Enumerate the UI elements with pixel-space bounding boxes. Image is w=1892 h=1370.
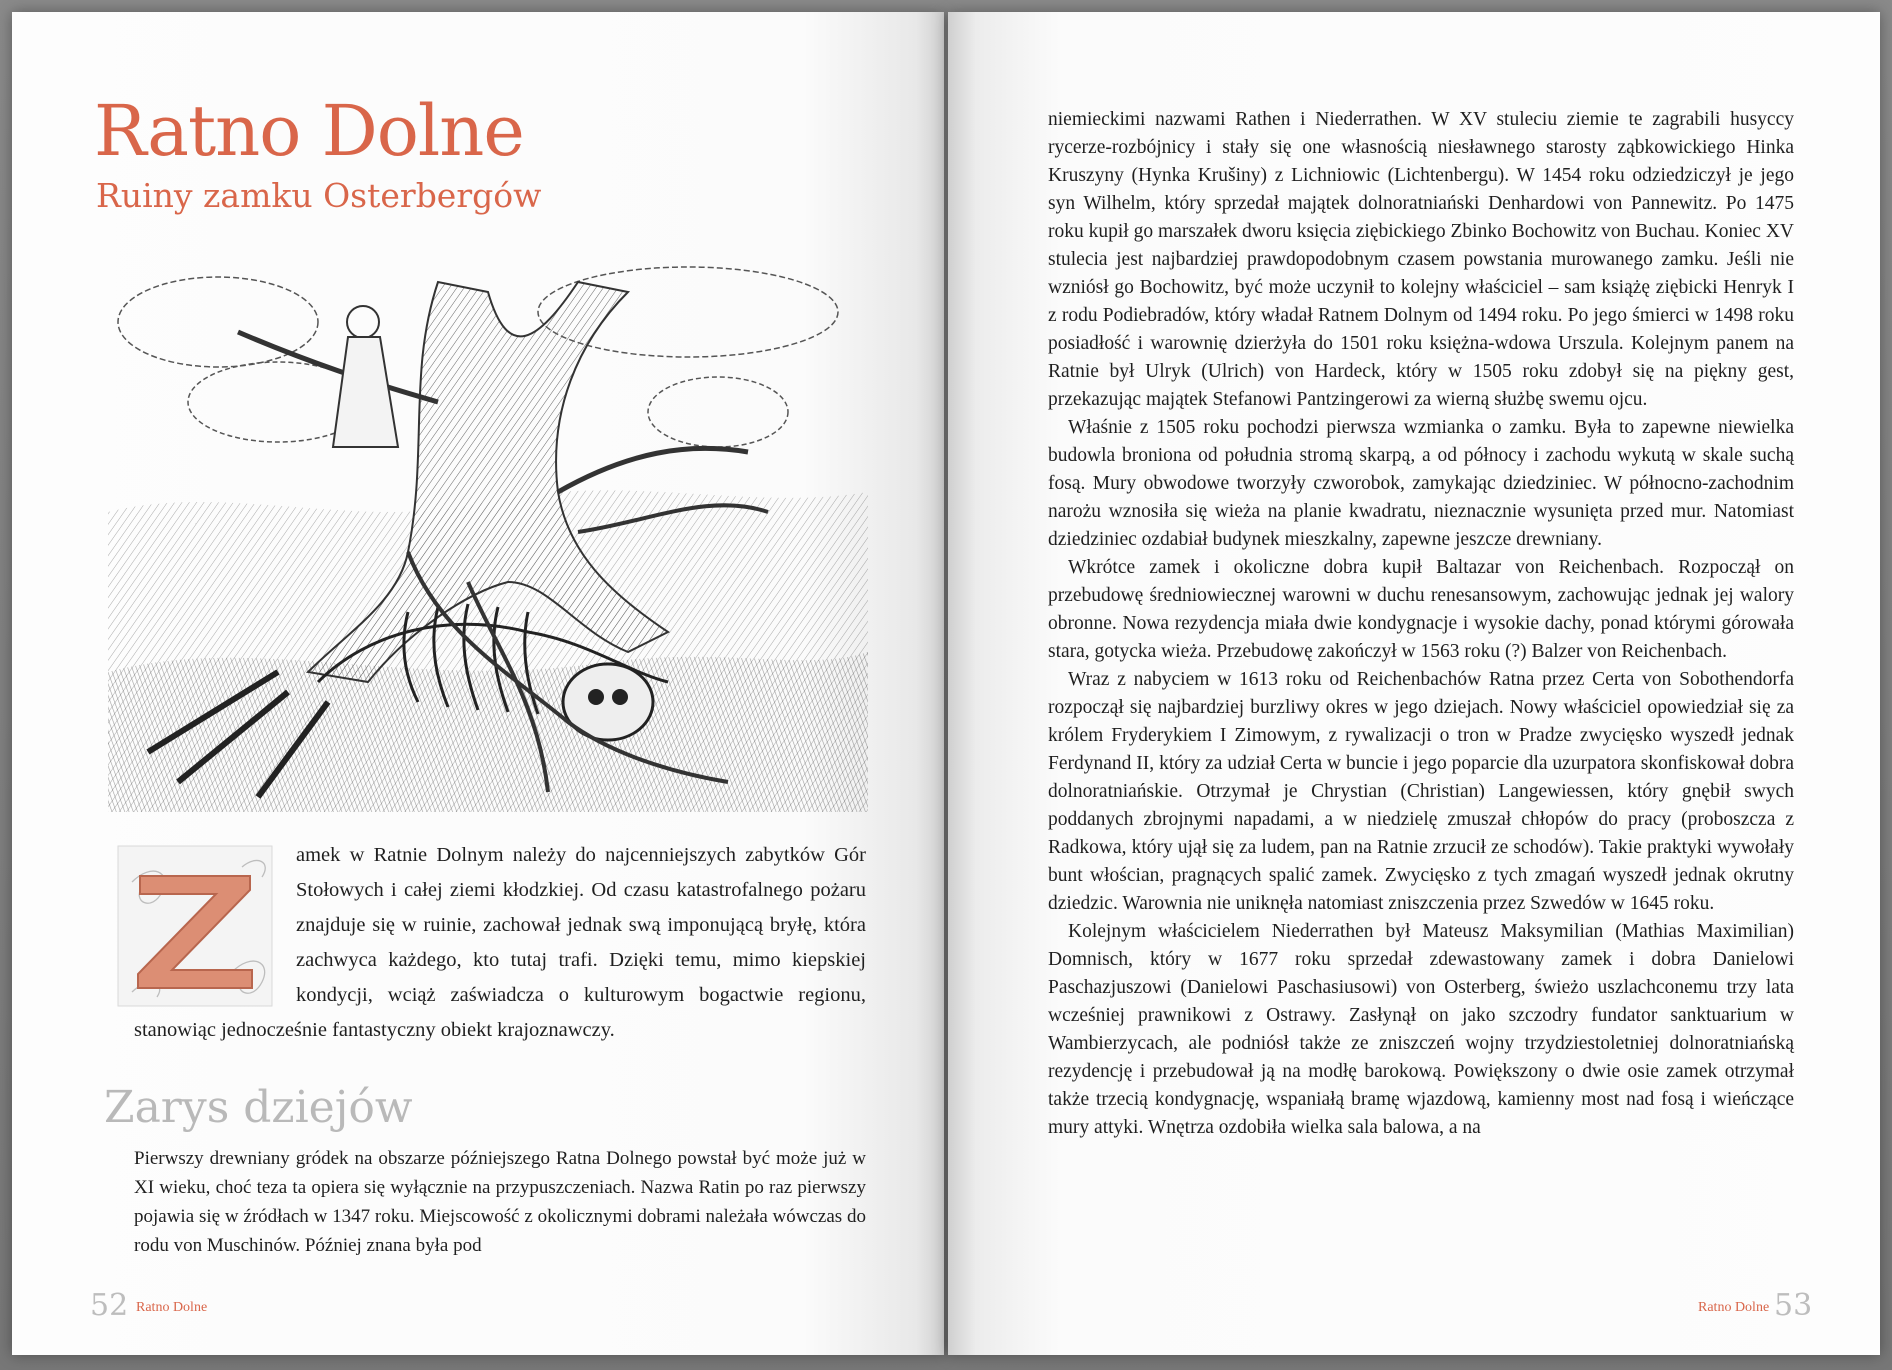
paragraph: Kolejnym właścicielem Niederrathen był Mateusz Maksymilian (Mathias Maximilian) Domnisch, który w 1677 roku sprzedał zdewastowany zamek i dobra Danielowi Paschazjuszowi (Danielowi Paschasiusowi) von Osterberg, świeżo uszlachconemu trzy lata wcześniej prawnikowi z Ostrawy. Zasłynął on jako szczodry fundator sanktuarium w Wambierzycach, ale podniósł także ze zniszczeń wojny trzydziestoletniej dolnoratniańską rezydencję i przebudował ją na modłę barokową. Powiększony o dwie osie zamek otrzymał także trzecią kondygnację, wspaniałą bramę wjazdową, kamienny most nad fosą i wieńczące mury attyki. Wnętrza ozdobiła wielka sala balowa, a na xyxy=(1048,921,1794,1138)
chapter-title: Ratno Dolne xyxy=(94,90,524,172)
section-heading: Zarys dziejów xyxy=(104,1082,413,1133)
left-page xyxy=(12,12,944,1355)
chapter-subtitle: Ruiny zamku Osterbergów xyxy=(96,176,542,215)
paragraph: Właśnie z 1505 roku pochodzi pierwsza wzmianka o zamku. Była to zapewne niewielka budowla broniona od południa stromą skarpą, a od północy i zachodu wykutą w skale suchą fosą. Mury obwodowe tworzyły czworobok, zamykając dziedziniec. W północno-zachodnim narożu wznosiła się wieża na planie kwadratu, nieznacznie wysunięta przed mur. Natomiast dziedziniec ozdabiał budynek mieszkalny, zapewne jeszcze drewniany. xyxy=(1048,417,1794,550)
intro-text: amek w Ratnie Dolnym należy do najcenniejszych zabytków Gór Stołowych i całej ziemi kłodzkiej. Od czasu katastrofalnego pożaru znajduje się w ruinie, zachował jednak swą imponującą bryłę, która zachwyca każdego, kto tutaj trafi. Dzięki temu, mimo kiepskiej kondycji, wciąż zaświadcza o kulturowym bogactwie regionu, stanowiąc jednocześnie fantastyczny obiekt krajoznawczy. xyxy=(134,844,866,1041)
section-text: Pierwszy drewniany gródek na obszarze późniejszego Ratna Dolnego powstał być może już w XI wieku, choć teza ta opiera się wyłącznie na przypuszczeniach. Nazwa Ratin po raz pierwszy pojawia się w źródłach w 1347 roku. Miejscowość z okolicznymi dobrami należała wówczas do rodu von Muschinów. Później znana była pod xyxy=(134,1148,866,1256)
right-body-text xyxy=(1048,106,1794,1142)
dropcap-ornament xyxy=(112,842,278,1010)
tree-skeleton-illustration xyxy=(108,252,868,812)
page-number-right: 53 xyxy=(1774,1288,1813,1323)
intro-paragraph xyxy=(134,838,866,1048)
page-number-left: 52 xyxy=(90,1288,129,1323)
paragraph: niemieckimi nazwami Rathen i Niederrathen. W XV stuleciu ziemie te zagrabili husyccy rycerze-rozbójnicy i stały się one własnością niesławnego starosty ząbkowickiego Hinka Kruszyny (Hynka Krušiny) z Lichniowic (Lichtenbergu). W 1454 roku odziedziczył je jego syn Wilhelm, który sprzedał majątek dolnoratniański Denhardowi von Pannewitz. Po 1475 roku kupił go marszałek dworu księcia ziębickiego Zbinko Bochowitz von Buchau. Koniec XV stulecia jest najbardziej prawdopodobnym czasem powstania murowanego zamku. Jeśli nie wzniósł go Bochowitz, być może uczynił to kolejny właściciel – sam książę ziębicki Henryk I z rodu Podiebradów, który władał Ratnem Dolnym od 1494 roku. Po jego śmierci w 1498 roku posiadłość i warownię dzierżyła do 1501 roku księżna-wdowa Urszula. Kolejnym panem na Ratnie był Ulryk (Ulrich) von Hardeck, który w 1505 roku zdobył się na piękny gest, przekazując majątek Stefanowi Pantzingerowi za wierną służbę swemu ojcu. xyxy=(1048,109,1794,410)
paragraph: Wkrótce zamek i okoliczne dobra kupił Baltazar von Reichenbach. Rozpoczął on przebudowę średniowiecznej warowni w duchu renesansowym, zachowując jednak jej walory obronne. Nowa rezydencja miała dwie kondygnacje i wysokie dachy, ponad którymi górowała stara, gotycka wieża. Przebudowę zakończył w 1563 roku (?) Balzer von Reichenbach. xyxy=(1048,557,1794,662)
right-page xyxy=(948,12,1880,1355)
paragraph: Wraz z nabyciem w 1613 roku od Reichenbachów Ratna przez Certa von Sobothendorfa rozpoczął się najbardziej burzliwy okres w jego dziejach. Nowy właściciel opowiedział się za królem Fryderykiem I Zimowym, z rywalizacji o tron w Pradze zwycięsko wyszedł jednak Ferdynand II, który za udział Certa w buncie i jego poparcie dla uzurpatora skonfiskował dobra dolnoratniańskie. Otrzymał je Chrystian (Christian) Langewiessen, który gnębił swych poddanych zbrojnymi napadami, a w niedzielę zmuszał chłopów do pracy (proboszcza z Radkowa, który ujął się za ludem, pan na Ratnie zrzucił ze schodów). Takie praktyki wywołały bunt włościan, pragnących spalić zamek. Zwycięsko z tych zmagań wyszedł jednak okrutny dziedzic. Warownia nie uniknęła natomiast zniszczenia przez Szwedów w 1645 roku. xyxy=(1048,669,1794,914)
running-label-left: Ratno Dolne xyxy=(136,1300,208,1315)
running-label-right: Ratno Dolne xyxy=(1698,1300,1770,1315)
